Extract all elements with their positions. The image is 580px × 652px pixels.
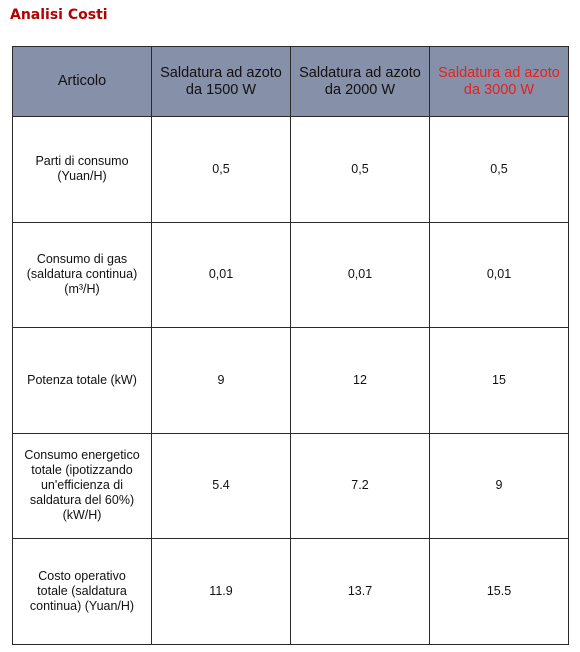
cost-analysis-table [12, 46, 569, 645]
table-row [13, 222, 569, 328]
cell-3000w: 0,5 [430, 117, 569, 223]
cell-2000w: 0,01 [291, 222, 430, 328]
row-label: Parti di consumo (Yuan/H) [13, 117, 152, 223]
cell-3000w: 15.5 [430, 539, 569, 645]
cell-1500w: 0,5 [152, 117, 291, 223]
cell-1500w: 5.4 [152, 433, 291, 539]
header-2000w: Saldatura ad azoto da 2000 W [291, 47, 430, 117]
header-article: Articolo [13, 47, 152, 117]
header-1500w: Saldatura ad azoto da 1500 W [152, 47, 291, 117]
table-row [13, 117, 569, 223]
cell-3000w: 0,01 [430, 222, 569, 328]
cell-1500w: 0,01 [152, 222, 291, 328]
row-label: Potenza totale (kW) [13, 328, 152, 434]
row-label: Consumo di gas (saldatura continua) (m³/H) [13, 222, 152, 328]
cell-2000w: 12 [291, 328, 430, 434]
row-label: Costo operativo totale (saldatura continua) (Yuan/H) [13, 539, 152, 645]
cell-2000w: 0,5 [291, 117, 430, 223]
table-row [13, 539, 569, 645]
table-row [13, 328, 569, 434]
table-header-row [13, 47, 569, 117]
cell-3000w: 9 [430, 433, 569, 539]
cell-2000w: 7.2 [291, 433, 430, 539]
cell-3000w: 15 [430, 328, 569, 434]
table-row [13, 433, 569, 539]
header-3000w: Saldatura ad azoto da 3000 W [430, 47, 569, 117]
cell-1500w: 11.9 [152, 539, 291, 645]
row-label: Consumo energetico totale (ipotizzando un'efficienza di saldatura del 60%) (kW/H) [13, 433, 152, 539]
cell-2000w: 13.7 [291, 539, 430, 645]
cell-1500w: 9 [152, 328, 291, 434]
page-title: Analisi Costi [10, 7, 108, 23]
